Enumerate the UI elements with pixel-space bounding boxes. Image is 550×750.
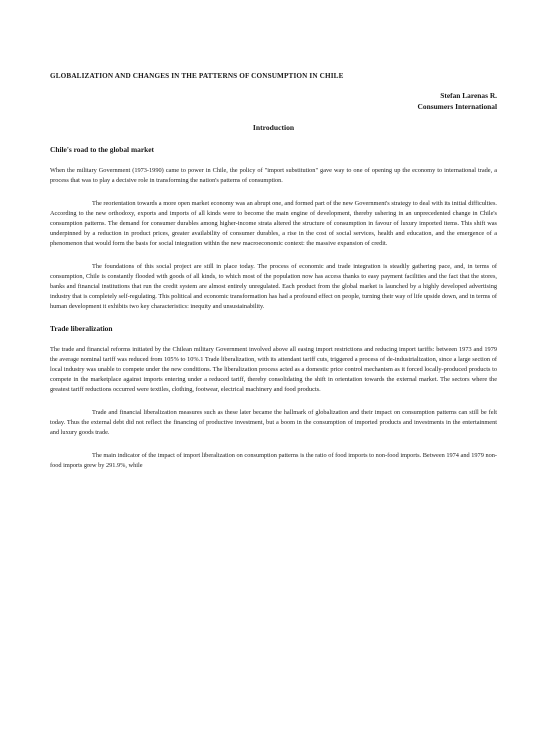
paragraph: The reorientation towards a more open market economy was an abrupt one, and formed part of the new Government's strategy to deal with its initial difficulties. According to the new orthodoxy, exports and imports of all kinds were to become the main engine of development, thereby ushering in an unprecedented change in Chile's consumption patterns. The demand for consumer durables among higher-income strata altered the structure of consumption in favour of luxury imported items. This shift was underpinned by a reduction in product prices, greater availability of consumer durables, a rise in the cost of social services, health and education, and the emergence of a phenomenon that would form the basis for social integration within the new macroeconomic context: the massive expansion of credit. [50,200,497,247]
subheading-trade-liberalization: Trade liberalization [50,324,113,333]
author-organization: Consumers International [417,102,497,111]
author-block [50,90,497,112]
subheading-chiles-road: Chile's road to the global market [50,145,154,154]
section-title: Introduction [252,123,295,132]
paragraph: When the military Government (1973-1990) came to power in Chile, the policy of "import substitution" gave way to one of opening up the economy to international trade, a process that was to play a decisive role in transforming the nation's patterns of consumption. [50,167,497,184]
author-name: Stefan Larenas R. [440,91,497,100]
document-title: GLOBALIZATION AND CHANGES IN THE PATTERNS OF CONSUMPTION IN CHILE [50,72,344,80]
paragraph: The foundations of this social project are still in place today. The process of economic and trade integration is steadily gathering pace, and, in terms of consumption, Chile is constantly flooded with goods of all kinds, to which most of the population now has access thanks to easy payment facilities and the fact that the stores, banks and financial institutions that run the credit system are almost entirely unregulated. Each product from the global market is launched by a highly developed advertising industry that is completely self-regulating. This political and economic transformation has had a profound effect on people, turning their way of life upside down, and in terms of human development it exhibits two key characteristics: inequity and unsustainability. [50,263,497,310]
paragraph: Trade and financial liberalization measures such as these later became the hallmark of globalization and their impact on consumption patterns can still be felt today. Thus the external debt did not reflect the financing of productive investment, but a boom in the consumption of imported products and investments in the entertainment and luxury goods trade. [50,409,497,436]
paragraph: The trade and financial reforms initiated by the Chilean military Government involved above all easing import restrictions and reducing import tariffs: between 1973 and 1979 the average nominal tariff was reduced from 105% to 10%.1 Trade liberalization, with its attendant tariff cuts, triggered a process of de-industrialization, since a large section of local industry was unable to compete under the new conditions. The liberalization process acted as a domestic price control mechanism as it forced locally-produced products to compete in the marketplace against imports entering under a reduced tariff, thereby consolidating the shift in orientation towards the external market. The sectors where the greatest tariff reductions occurred were textiles, clothing, footwear, electrical machinery and food products. [50,346,497,393]
paragraph: The main indicator of the impact of import liberalization on consumption patterns is the ratio of food imports to non-food imports. Between 1974 and 1979 non-food imports grew by 291.9%, while [50,452,497,469]
